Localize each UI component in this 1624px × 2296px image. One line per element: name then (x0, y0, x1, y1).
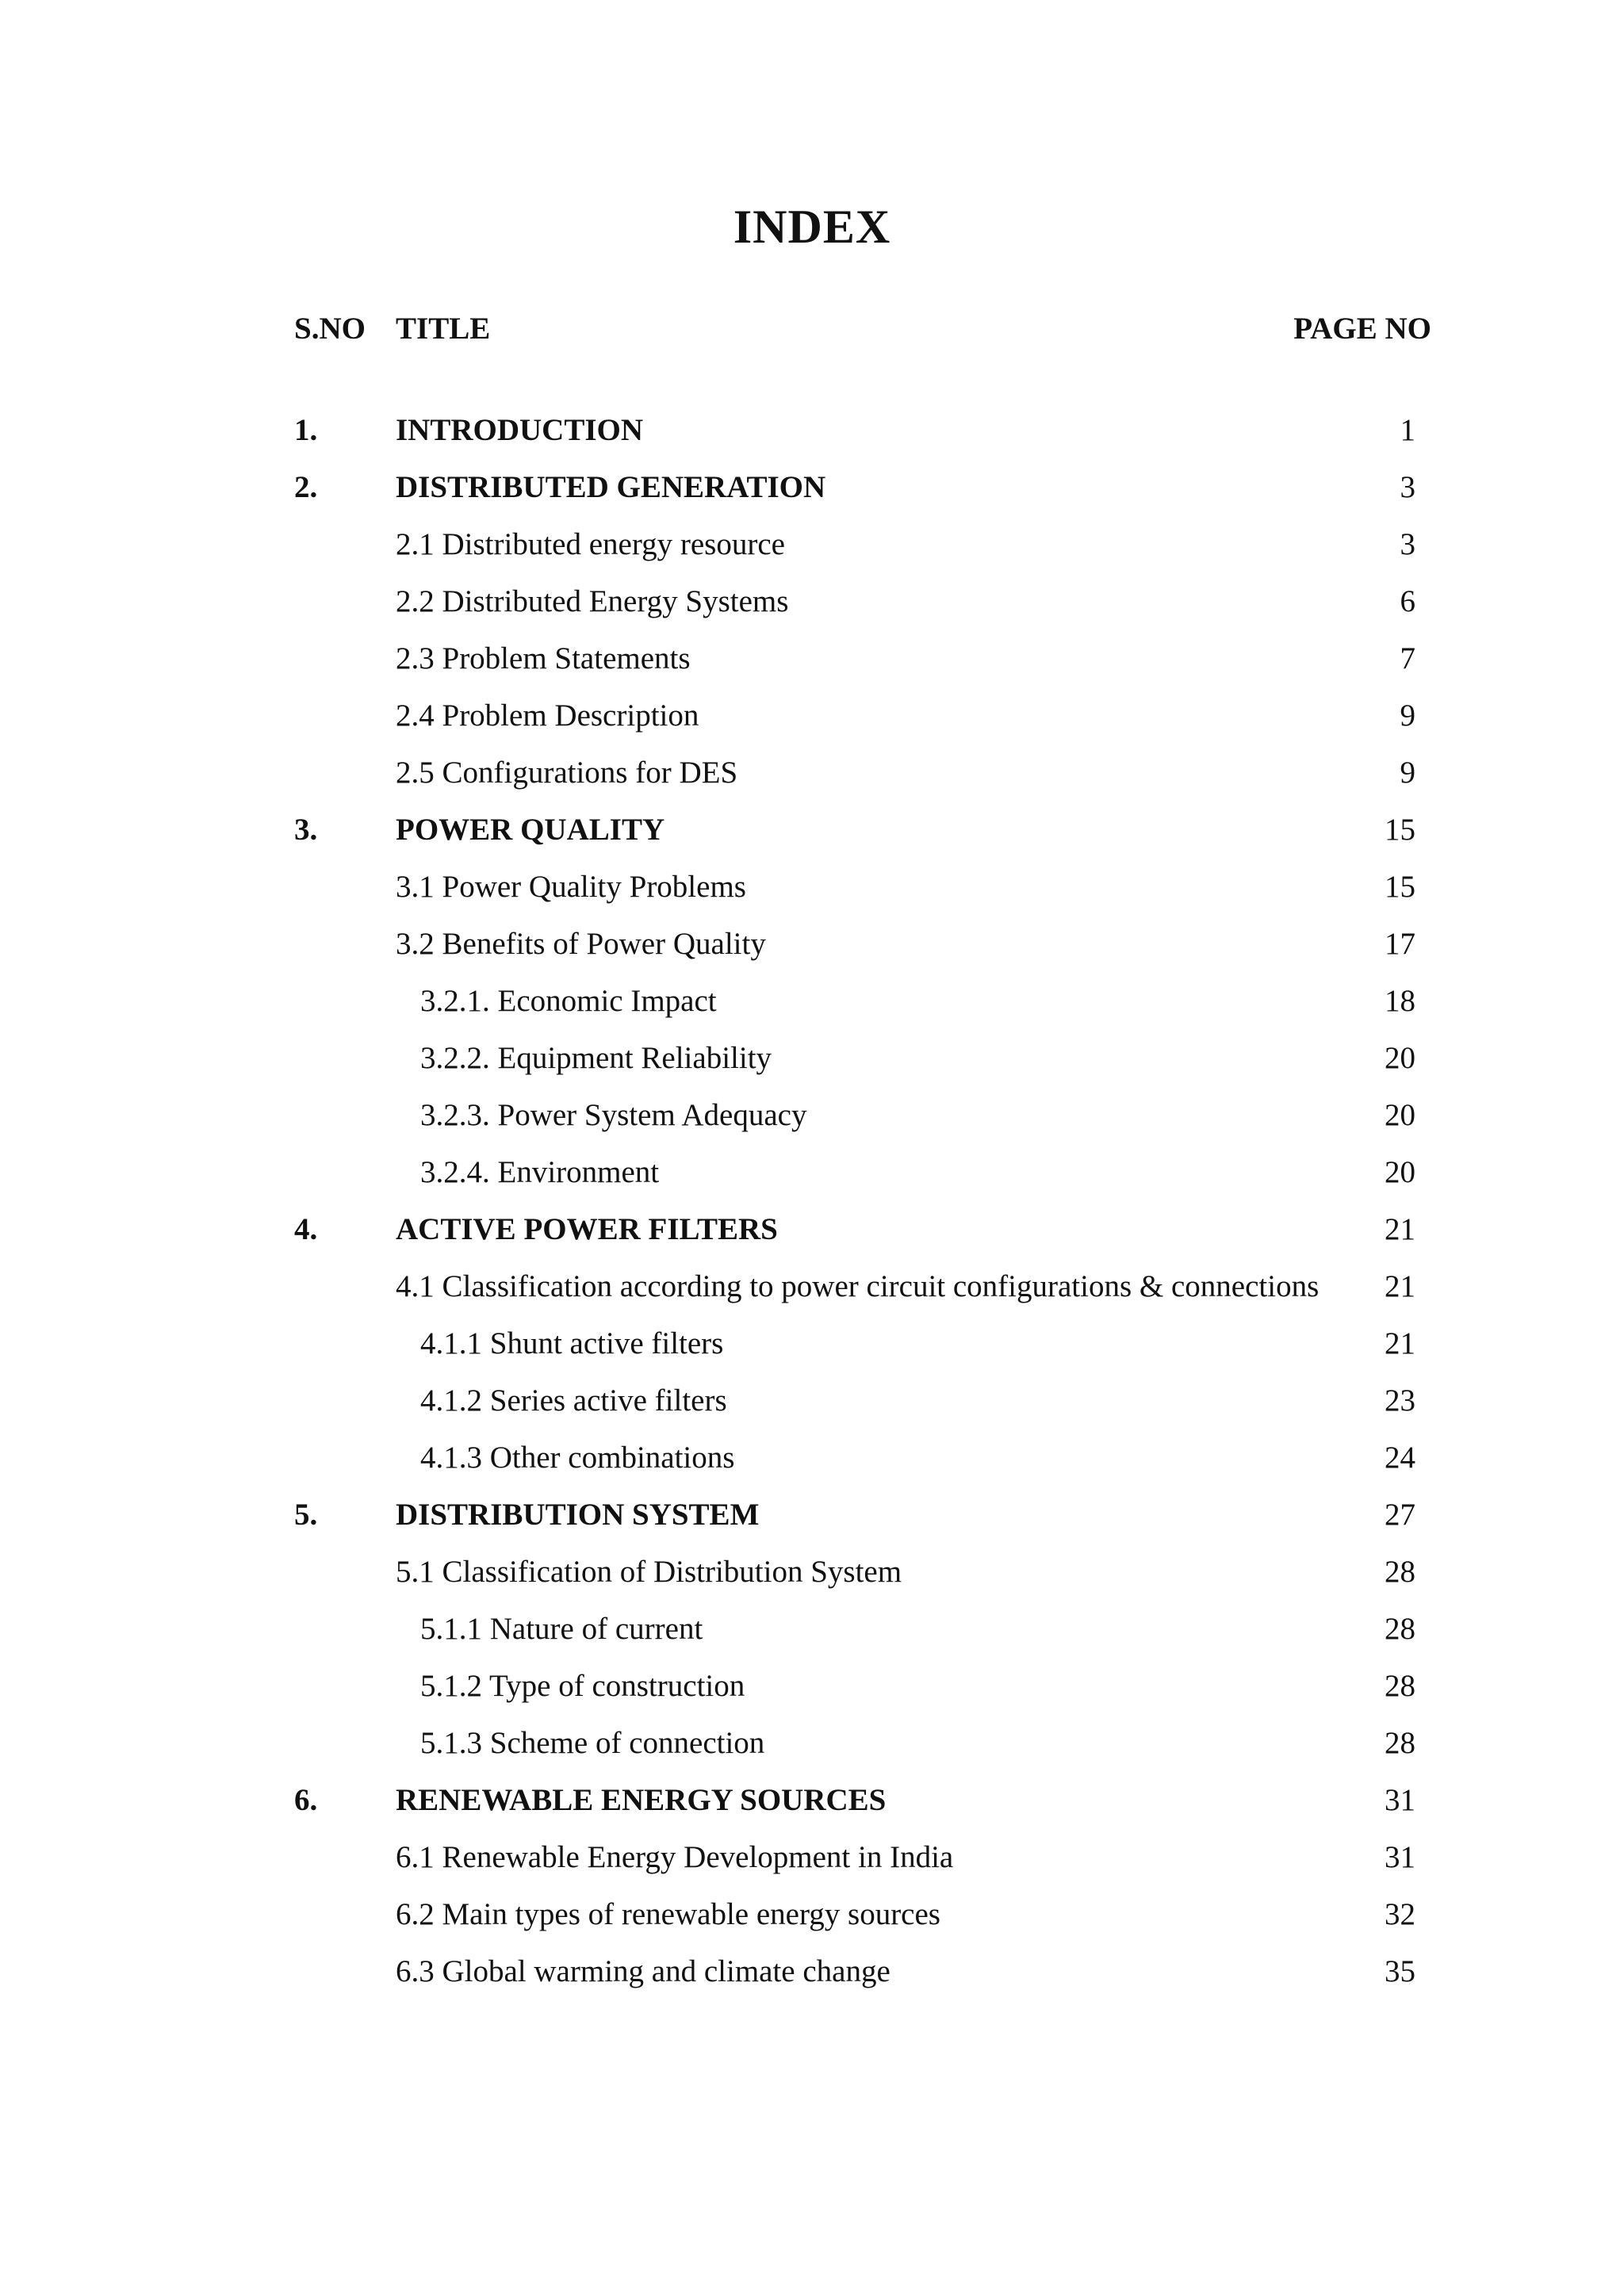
toc-section-row (0, 982, 1624, 1039)
page-number: 21 (1385, 1269, 1415, 1303)
section-title: 4.1.3 Other combinations (420, 1441, 735, 1475)
chapter-title: ACTIVE POWER FILTERS (396, 1212, 778, 1246)
section-title: 4.1.2 Series active filters (420, 1383, 727, 1418)
toc-section-row (0, 1552, 1624, 1609)
section-title: 2.4 Problem Description (396, 698, 699, 733)
toc-section-row (0, 696, 1624, 753)
section-title: 2.3 Problem Statements (396, 641, 691, 675)
toc-section-row (0, 1267, 1624, 1324)
page-number: 17 (1385, 927, 1415, 961)
toc-section-row (0, 1724, 1624, 1781)
section-title: 2.2 Distributed Energy Systems (396, 584, 789, 618)
title-column-header: TITLE (396, 312, 491, 346)
toc-section-row (0, 1324, 1624, 1381)
toc-chapter-row (0, 1781, 1624, 1838)
chapter-number: 2. (294, 470, 318, 504)
toc-section-row (0, 924, 1624, 982)
section-title: 2.5 Configurations for DES (396, 756, 738, 790)
chapter-number: 5. (294, 1498, 318, 1532)
page-number: 9 (1400, 698, 1415, 733)
page-number: 28 (1385, 1612, 1415, 1646)
page-number: 28 (1385, 1555, 1415, 1589)
section-title: 5.1.1 Nature of current (420, 1612, 703, 1646)
section-title: 4.1 Classification according to power circuit configurations & connections (396, 1269, 1320, 1303)
section-title: 3.2.4. Environment (420, 1155, 660, 1189)
page-number: 31 (1385, 1840, 1415, 1874)
chapter-title: DISTRIBUTED GENERATION (396, 470, 826, 504)
toc-section-row (0, 582, 1624, 639)
chapter-title: DISTRIBUTION SYSTEM (396, 1498, 760, 1532)
page-number: 15 (1385, 870, 1415, 904)
page-number: 15 (1385, 813, 1415, 847)
page-number: 32 (1385, 1897, 1415, 1931)
toc-section-row (0, 1096, 1624, 1153)
page-number: 3 (1400, 470, 1415, 504)
toc-chapter-row (0, 1495, 1624, 1552)
page-number: 28 (1385, 1726, 1415, 1760)
toc-section-row (0, 1438, 1624, 1495)
toc-chapter-row (0, 411, 1624, 468)
toc-chapter-row (0, 1210, 1624, 1267)
section-title: 3.2.3. Power System Adequacy (420, 1098, 807, 1132)
section-title: 2.1 Distributed energy resource (396, 527, 785, 561)
toc-section-row (0, 1952, 1624, 2009)
toc-chapter-row (0, 810, 1624, 867)
page-number: 18 (1385, 984, 1415, 1018)
section-title: 5.1.3 Scheme of connection (420, 1726, 765, 1760)
toc-section-row (0, 1153, 1624, 1210)
toc-section-row (0, 639, 1624, 696)
section-title: 5.1.2 Type of construction (420, 1669, 745, 1703)
page-number: 20 (1385, 1098, 1415, 1132)
page-number: 3 (1400, 527, 1415, 561)
page-number: 1 (1400, 413, 1415, 447)
table-of-contents (0, 411, 1624, 2009)
section-title: 3.2.1. Economic Impact (420, 984, 717, 1018)
page-number: 23 (1385, 1383, 1415, 1418)
chapter-number: 1. (294, 413, 318, 447)
page-number: 7 (1400, 641, 1415, 675)
section-title: 6.1 Renewable Energy Development in India (396, 1840, 954, 1874)
toc-section-row (0, 1667, 1624, 1724)
toc-section-row (0, 525, 1624, 582)
toc-section-row (0, 1895, 1624, 1952)
section-title: 3.2.2. Equipment Reliability (420, 1041, 772, 1075)
page-title: INDEX (733, 201, 891, 253)
toc-section-row (0, 1381, 1624, 1438)
sno-column-header: S.NO (294, 312, 366, 346)
toc-section-row (0, 753, 1624, 810)
page-number: 21 (1385, 1212, 1415, 1246)
index-header-row (0, 309, 1624, 352)
chapter-number: 3. (294, 813, 318, 847)
page-number: 21 (1385, 1326, 1415, 1360)
toc-section-row (0, 1838, 1624, 1895)
chapter-title: RENEWABLE ENERGY SOURCES (396, 1783, 887, 1817)
page-number: 20 (1385, 1155, 1415, 1189)
chapter-number: 6. (294, 1783, 318, 1817)
chapter-title: INTRODUCTION (396, 413, 644, 447)
section-title: 6.2 Main types of renewable energy sources (396, 1897, 940, 1931)
page-number: 9 (1400, 756, 1415, 790)
section-title: 5.1 Classification of Distribution System (396, 1555, 902, 1589)
toc-chapter-row (0, 468, 1624, 525)
page-number: 20 (1385, 1041, 1415, 1075)
page-number: 24 (1385, 1441, 1415, 1475)
page-number: 35 (1385, 1954, 1415, 1988)
toc-section-row (0, 1039, 1624, 1096)
section-title: 6.3 Global warming and climate change (396, 1954, 891, 1988)
section-title: 3.1 Power Quality Problems (396, 870, 746, 904)
page-number: 6 (1400, 584, 1415, 618)
page-number: 28 (1385, 1669, 1415, 1703)
page-no-column-header: PAGE NO (1293, 312, 1431, 346)
section-title: 4.1.1 Shunt active filters (420, 1326, 724, 1360)
section-title: 3.2 Benefits of Power Quality (396, 927, 766, 961)
toc-section-row (0, 1609, 1624, 1667)
chapter-title: POWER QUALITY (396, 813, 665, 847)
chapter-number: 4. (294, 1212, 318, 1246)
page-number: 27 (1385, 1498, 1415, 1532)
page-number: 31 (1385, 1783, 1415, 1817)
toc-section-row (0, 867, 1624, 924)
